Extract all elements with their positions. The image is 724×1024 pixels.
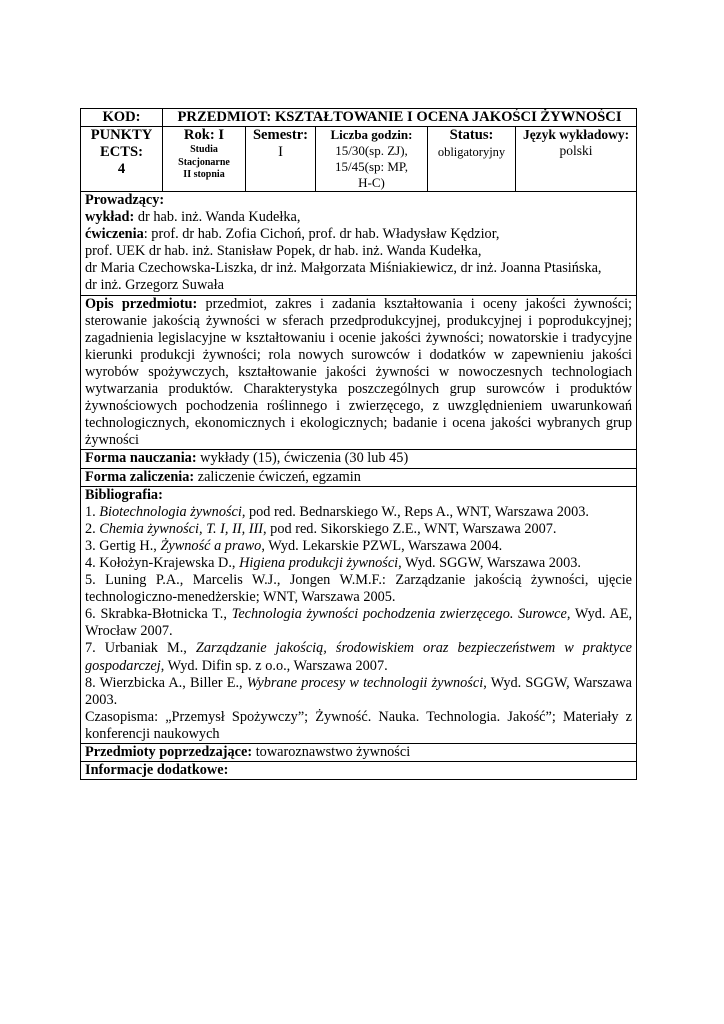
bib-item-2 [85,521,632,538]
przedmiot-label: PRZEDMIOT: [177,109,272,125]
bibliografia-row [81,486,637,743]
cwiczenia-line-3: dr Maria Czechowska-Liszka, dr inż. Małgorzata Miśniakiewicz, dr inż. Joanna Ptasińska, [85,260,602,277]
opis-label: Opis przedmiotu: [85,295,198,312]
bib-item-6 [85,606,632,640]
wyklad-text: dr hab. inż. Wanda Kudełka, [134,209,301,226]
info-row [81,127,637,192]
prowadzacy-label: Prowadzący: [85,192,165,208]
bib-item-5-pre: 5. Luning P.A., Marcelis W.J., Jongen W.M.F.: Zarządzanie jakością żywności, ujęcie technologiczno-menedżerskie; WNT, Warszawa 2005. [85,572,633,606]
bib-item-2-title: Chemia żywności, T. I, II, III [99,520,264,537]
poprzedzajace-section [81,744,637,762]
bib-item-2-post: , pod red. Sikorskiego Z.E., WNT, Warszawa 2007. [263,520,557,537]
forma-zaliczenia-label: Forma zaliczenia: [85,468,195,485]
semestr-label: Semestr: [252,127,309,143]
forma-nauczania-section [81,450,637,468]
bib-item-1-title: Biotechnologia żywności [99,503,242,520]
bib-item-7-title: Zarządzanie jakością, środowiskiem oraz bezpieczeństwem w praktyce gospodarczej [85,640,633,674]
header-row [81,109,637,127]
godzin-value-3: H-C) [358,175,385,190]
bib-item-4-title: Higiena produkcji żywności [239,554,399,571]
bib-item-1 [85,504,632,521]
godzin-value-1: 15/30(sp. ZJ), [335,143,408,158]
cwiczenia-label: ćwiczenia [85,226,144,243]
forma-zaliczenia-section [81,468,637,486]
ects-value: 4 [117,161,126,177]
course-table [80,108,637,780]
status-cell [428,127,516,192]
informacje-row [81,762,637,780]
bib-item-3-pre: 3. Gertig H., [85,537,161,554]
prowadzacy-row [81,192,637,296]
opis-text: przedmiot, zakres i zadania kształtowania i oceny jakości żywności; sterowanie jakością żywności w sferach przedprodukcyjnej, produkcyjnej i poprodukcyjnej; zagadnienia legislacyjne w kształtowaniu i ocenie jakości żywności; nowatorskie i tradycyjne kierunki produkcji żywności; rola nowych surowców i dodatków w zapewnieniu jakości wyrobów spożywczych, kształtowanie jakości żywności w nowoczesnych technologiach wytwarzania produktów. Charakterystyka poszczególnych grup surowców i produktów żywnościowych pochodzenia roślinnego i zwierzęcego, z uwzględnieniem uwarunkowań technologicznych, ekonomicznych i ekologicznych; badanie i ocena jakości wybranych grup żywności [85,295,633,449]
informacje-section [81,762,637,780]
forma-nauczania-value: wykłady (15), ćwiczenia (30 lub 45) [196,450,409,467]
bib-item-7 [85,640,632,674]
bibliografia-section [81,486,637,743]
poprzedzajace-row [81,744,637,762]
jezyk-label: Język wykładowy: [522,127,630,142]
rok-detail-1: Studia [190,144,218,155]
wyklad-label: wykład: [85,209,135,226]
bib-item-1-post: , pod red. Bednarskiego W., Reps A., WNT, Warszawa 2003. [241,503,589,520]
bib-item-8-title: Wybrane procesy w technologii żywności [246,674,484,691]
rok-cell [163,127,246,192]
bib-item-3-post: , Wyd. Lekarskie PZWL, Warszawa 2004. [261,537,503,554]
status-label: Status: [449,127,494,143]
godzin-cell [316,127,428,192]
poprzedzajace-value: towaroznawstwo żywności [252,744,411,760]
course-card [80,108,636,780]
bib-item-6-post: , Wyd. AE, Wrocław 2007. [85,606,633,640]
jezyk-value: polski [559,143,593,158]
cwiczenia-line-2: prof. UEK dr hab. inż. Stanisław Popek, dr hab. inż. Wanda Kudełka, [85,243,482,260]
poprzedzajace-label: Przedmioty poprzedzające: [85,744,253,760]
godzin-value-2: 15/45(sp: MP, [335,159,408,174]
informacje-label: Informacje dodatkowe: [85,762,229,779]
godzin-label: Liczba godzin: [330,127,413,142]
ects-label: PUNKTY ECTS: [90,127,153,160]
opis-row [81,295,637,450]
bib-item-7-pre: 7. Urbaniak M., [85,640,196,657]
bib-item-2-pre: 2. [85,520,100,537]
status-value: obligatoryjny [437,145,506,159]
bib-item-4 [85,555,632,572]
kod-label: KOD: [81,109,163,127]
bibliografia-label: Bibliografia: [85,486,163,503]
bib-item-6-title: Technologia żywności pochodzenia zwierzęcego. Surowce [231,606,567,623]
jezyk-cell [516,127,637,192]
rok-detail-2: Stacjonarne [178,156,230,168]
forma-nauczania-row [81,450,637,468]
cwiczenia-line-4: dr inż. Grzegorz Suwała [85,277,224,294]
bib-item-1-pre: 1. [85,503,100,520]
bib-item-8-post: , Wyd. SGGW, Warszawa 2003. [85,674,633,708]
bib-item-8 [85,675,632,709]
czasopisma: Czasopisma: „Przemysł Spożywczy”; Żywność. Nauka. Technologia. Jakość”; Materiały z konferencji naukowych [85,708,633,742]
opis-section [81,295,637,450]
bib-item-8-pre: 8. Wierzbicka A., Biller E., [85,674,247,691]
prowadzacy-section [81,192,637,296]
wyklad-line [85,209,632,226]
ects-cell [81,127,163,192]
bib-item-5 [85,572,632,606]
bib-item-7-post: , Wyd. Difin sp. z o.o., Warszawa 2007. [160,657,388,674]
cwiczenia-text-1: : prof. dr hab. Zofia Cichoń, prof. dr hab. Władysław Kędzior, [143,226,500,243]
bib-item-3 [85,538,632,555]
forma-nauczania-label: Forma nauczania: [85,450,197,467]
rok-label: Rok: I [183,127,225,143]
course-title [163,109,637,127]
bib-item-3-title: Żywność a prawo [160,537,262,554]
semestr-cell [246,127,316,192]
cwiczenia-line-1 [85,226,632,243]
semestr-value: I [278,144,283,160]
forma-zaliczenia-value: zaliczenie ćwiczeń, egzamin [194,468,361,485]
bib-item-4-pre: 4. Kołożyn-Krajewska D., [85,554,240,571]
przedmiot-name: KSZTAŁTOWANIE I OCENA JAKOŚCI ŻYWNOŚCI [274,109,622,125]
forma-zaliczenia-row [81,468,637,486]
rok-detail-3: II stopnia [183,169,225,180]
bib-item-6-pre: 6. Skrabka-Błotnicka T., [85,606,232,623]
bib-item-4-post: , Wyd. SGGW, Warszawa 2003. [398,554,581,571]
